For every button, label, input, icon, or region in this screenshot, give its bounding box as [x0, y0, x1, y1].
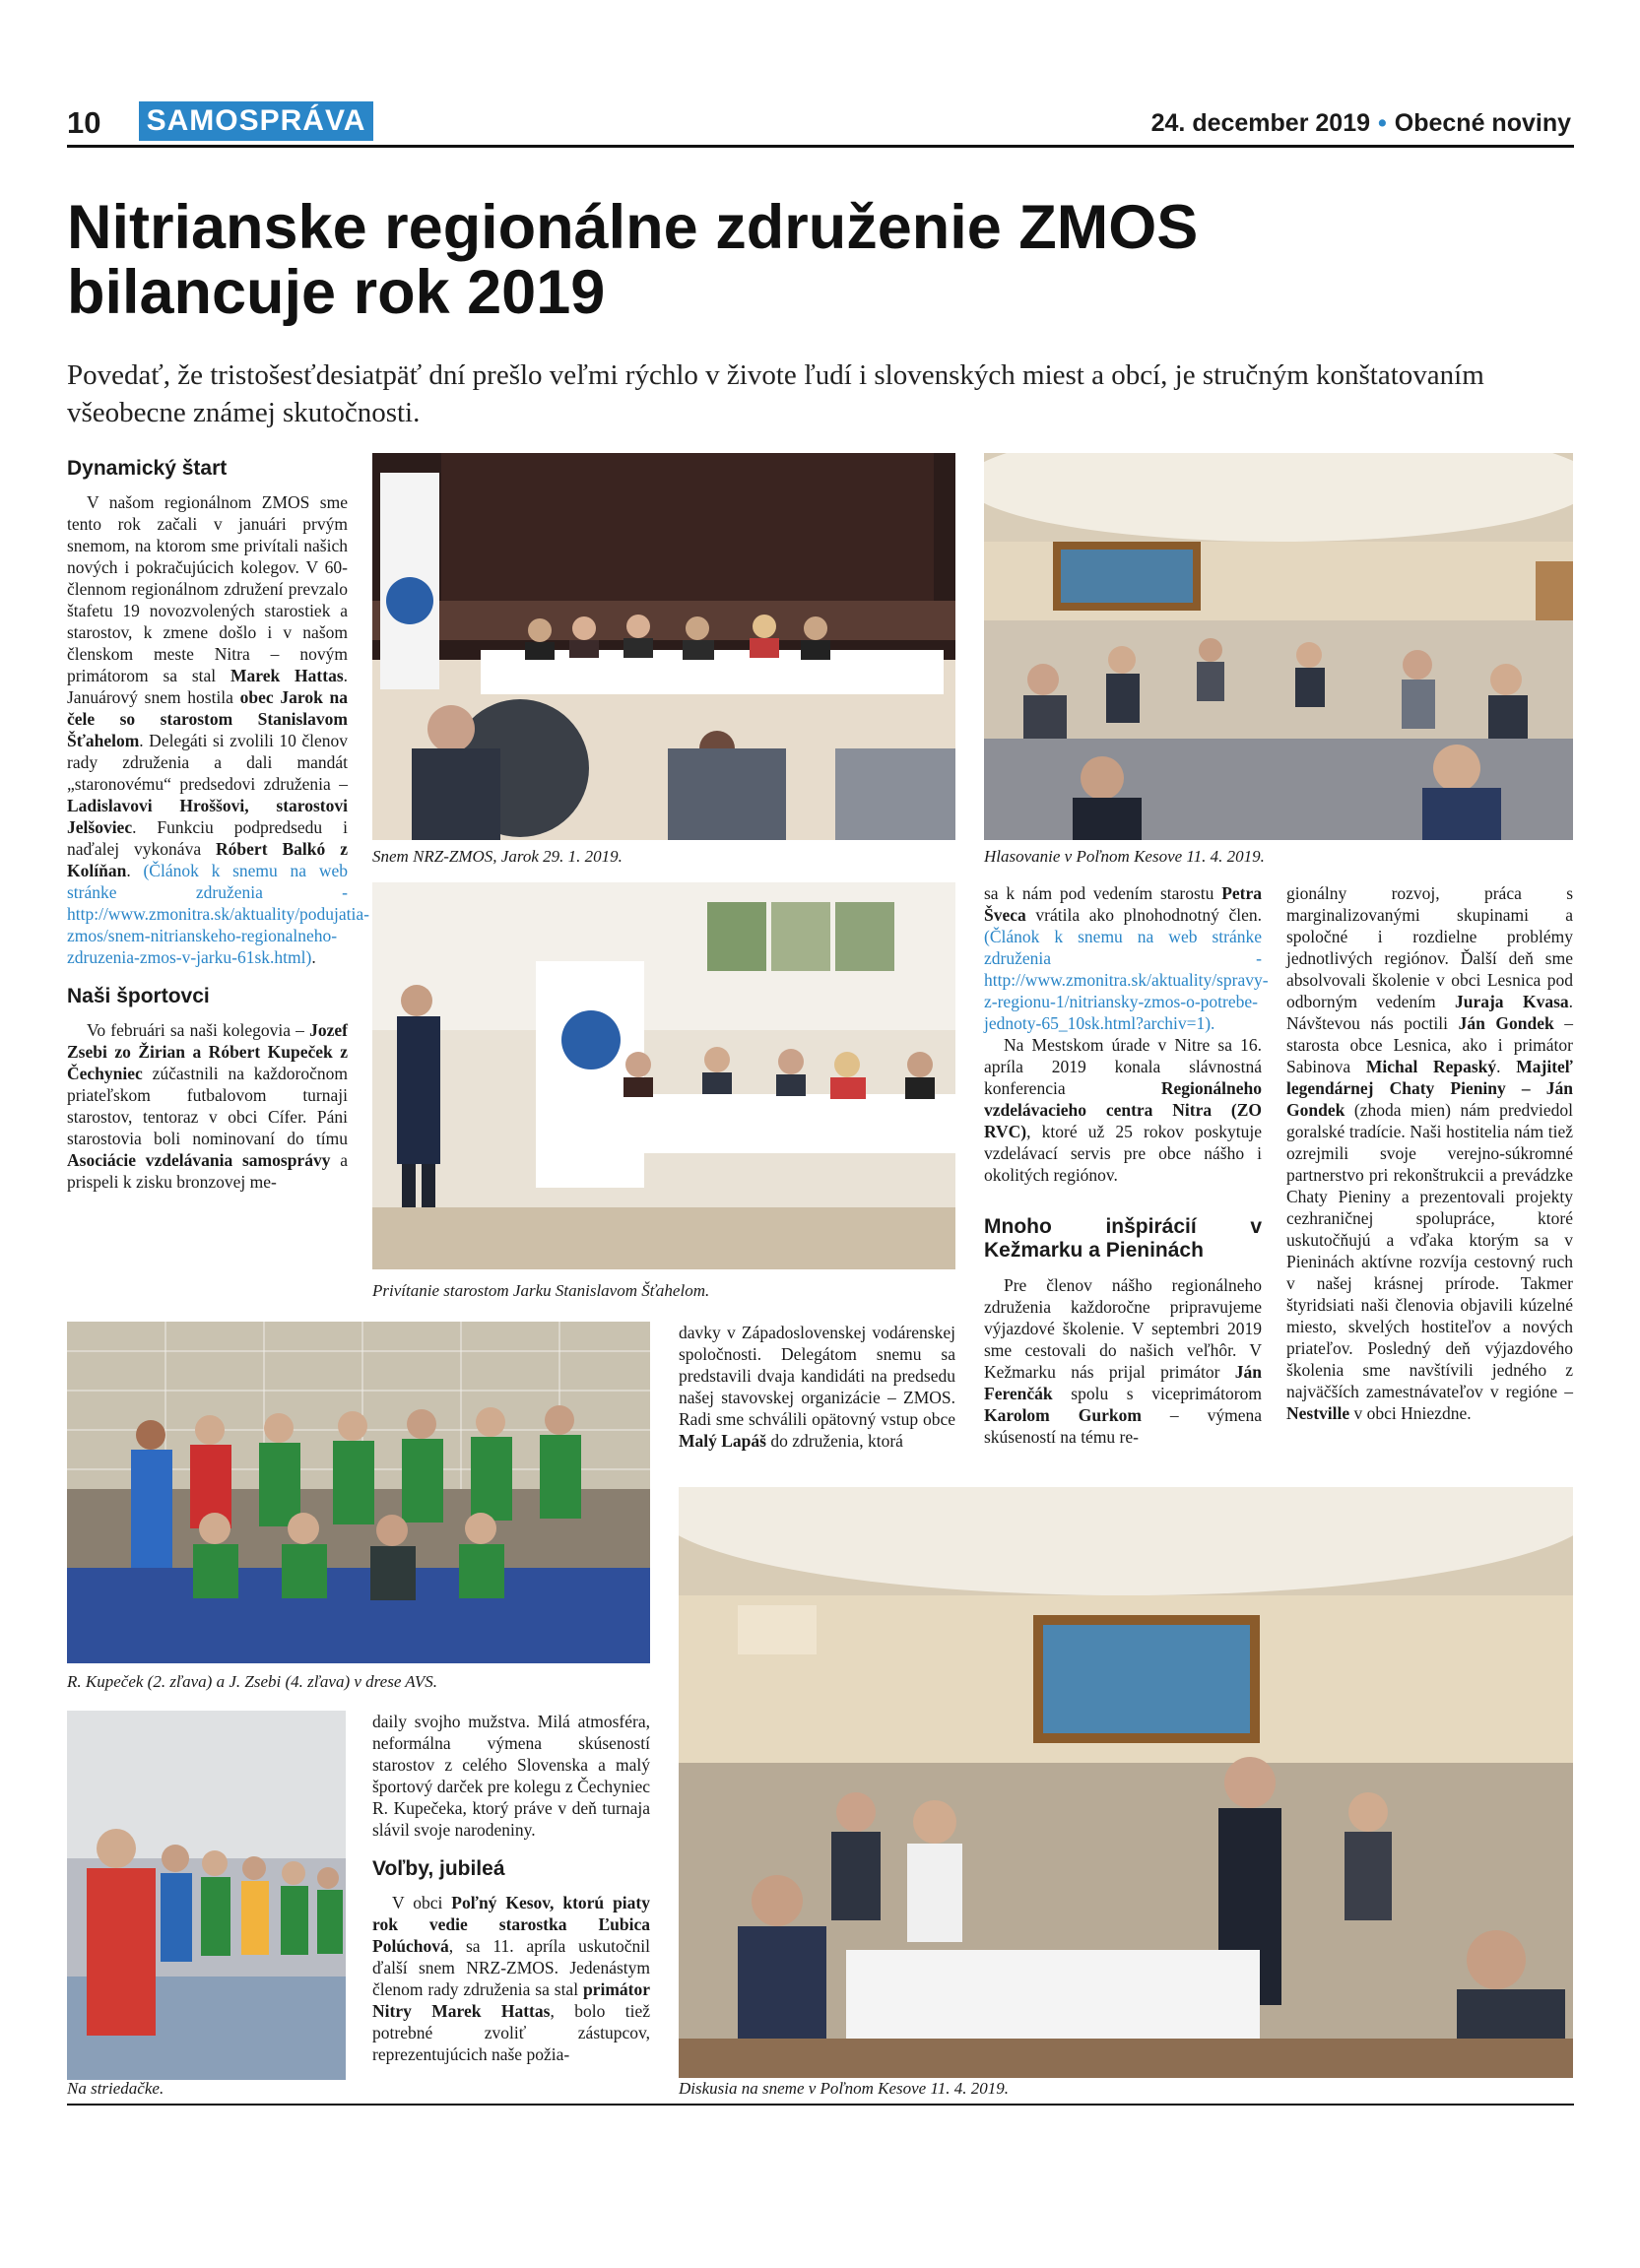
section-tag: SAMOSPRÁVA — [139, 101, 373, 141]
article-link[interactable]: (Článok k snemu na web stránke združenia - http://www.zmonitra.sk/aktuality/podujatia-zmos/snem-nitrianskeho-regionalneho-zdruzenia-zmos-v-jarku-61sk.html) — [67, 861, 370, 967]
paragraph: Na Mestskom úrade v Nitre sa 16. apríla 2019 konala slávnostná konferencia Regionálneho vzdelávacieho centra Nitra (ZO RVC), ktoré už 25 rokov poskytuje vzdelávací servis pre obce nášho i okolitých regiónov. — [984, 1035, 1262, 1185]
caption: Hlasovanie v Poľnom Kesove 11. 4. 2019. — [984, 847, 1265, 866]
issue-date: 24. december 2019 — [1150, 109, 1371, 137]
caption: R. Kupeček (2. zľava) a J. Zsebi (4. zľava) v drese AVS. — [67, 1672, 437, 1691]
subheading-dynamicky: Dynamický štart — [67, 457, 228, 480]
subheading-volby: Voľby, jubileá — [372, 1857, 505, 1880]
photo-privitanie — [372, 882, 955, 1269]
page-number: 10 — [67, 105, 101, 140]
headline-line-1: Nitrianske regionálne združenie ZMOS — [67, 193, 1199, 262]
paragraph: daily svojho mužstva. Milá atmosféra, neformálna výmena skúseností starostov z celého Slovenska a malý športový darček pre kolegu z Čechyniec R. Kupečeka, ktorý práve v deň turnaja slávil svoje narodeniny. — [372, 1712, 650, 1840]
header-rule — [67, 145, 1574, 148]
photo-snem-jarok — [372, 453, 955, 840]
photo-diskusia — [679, 1487, 1573, 2078]
article-link[interactable]: (Článok k snemu na web stránke združenia - http://www.zmonitra.sk/aktuality/spravy-z-regionu-1/nitriansky-zmos-o-potrebe-jednoty-65_10sk.html?archiv=1). — [984, 927, 1269, 1033]
paragraph: Pre členov nášho regionálneho združenia každoročne pripravujeme výjazdové školenie. V septembri 2019 sme cestovali do našich veľhôr. V Kežmarku nás prijal primátor Ján Ferenčák spolu s viceprimátorom Karolom Gurkom – výmena skúseností na tému re- — [984, 1275, 1262, 1447]
text-column-3 — [1286, 882, 1573, 1424]
caption: Privítanie starostom Jarku Stanislavom Šťahelom. — [372, 1281, 710, 1300]
paragraph: V obci Poľný Kesov, ktorú piaty rok vedie starostka Ľubica Polúchová, sa 11. apríla uskutočnil ďalší snem NRZ-ZMOS. Jedenástym členom rady združenia sa stal primátor Nitry Marek Hattas, bolo tiež potrebné zvoliť zástupcov, reprezentujúcich naše požia- — [372, 1893, 651, 2064]
headline-line-2: bilancuje rok 2019 — [67, 258, 606, 327]
footer-rule — [67, 2104, 1574, 2106]
subheading-sportovci: Naši športovci — [67, 985, 210, 1007]
caption: Na striedačke. — [67, 2079, 164, 2098]
issue-info — [1151, 109, 1571, 138]
paragraph: sa k nám pod vedením starostu Petra Šveca vrátila ako plnohodnotný člen. (Článok k snemu na web stránke združenia - http://www.zmonitra.sk/aktuality/spravy-z-regionu-1/nitriansky-zmos-o-potrebe-jednoty-65_10sk.html?archiv=1). — [984, 883, 1269, 1033]
article-lead: Povedať, že tristošesťdesiatpäť dní prešlo veľmi rýchlo v živote ľudí i slovenských miest a obcí, je stručným konštatovaním všeobecne známej skutočnosti. — [67, 359, 1484, 428]
publication-name: Obecné noviny — [1394, 109, 1571, 137]
subheading-inspiracii: Mnoho inšpirácií v Kežmarku a Pieninách — [984, 1215, 1262, 1262]
text-column-2 — [984, 882, 1269, 1448]
paragraph: V našom regionálnom ZMOS sme tento rok začali v januári prvým snemom, na ktorom sme privítali našich nových i pokračujúcich kolegov. V 60-člennom regionálnom združení prevzalo štafetu 19 novozvolených starostiek a starostov, k zmene došlo i v našom členskom meste Nitra – novým primátorom sa stal Marek Hattas. Januárový snem hostila obec Jarok na čele so starostom Stanislavom Šťahelom. Delegáti si zvolili 10 členov rady združenia a dali mandát „staronovému“ predsedovi združenia – Ladislavovi Hroššovi, starostovi Jelšoviec. Funkciu podpredsedu i naďalej vykonáva Róbert Balkó z Kolíňan. (Článok k snemu na web stránke združenia - http://www.zmonitra.sk/aktuality/podujatia-zmos/snem-nitrianskeho-regionalneho-zdruzenia-zmos-v-jarku-61sk.html). — [67, 492, 370, 967]
paragraph: gionálny rozvoj, práca s marginalizovanými skupinami a spoločné i rozdielne problémy jednotlivých regiónov. Ďalší deň sme absolvovali školenie v obci Lesnica pod odborným vedením Juraja Kvasa. Návštevou nás poctili Ján Gondek – starosta obce Lesnica, ako i primátor Sabinova Michal Repaský. Majiteľ legendárnej Chaty Pieniny – Ján Gondek (zhoda mien) nám predviedol goralské tradície. Naši hostitelia nám tiež ozrejmili svoje verejno-súkromné partnerstvo pri rekonštrukcii a prevádzke Chaty Pieniny a prezentovali projekty cezhraničnej spolupráce, ktoré uskutočňujú a vďaka ktorým sa v Pieninách aktívne rozvíja cestovný ruch v našej krásnej prírode. Takmer štyridsiati naši členovia objavili kúzelné miesto, skvelých hostiteľov a nových priateľov. Posledný deň výjazdového školenia sme navštívili jedného z najväčších zamestnávateľov v regióne – Nestville v obci Hniezdne. — [1286, 883, 1574, 1423]
caption: Snem NRZ-ZMOS, Jarok 29. 1. 2019. — [372, 847, 623, 866]
photo-hlasovanie — [984, 453, 1573, 840]
paragraph: Vo februári sa naši kolegovia – Jozef Zsebi zo Žirian a Róbert Kupeček z Čechyniec zúčastnili na každoročnom priateľskom futbalovom turnaji starostov, tentoraz v obci Cífer. Páni starostovia boli nominovaní do tímu Asociácie vzdelávania samosprávy a prispeli k zisku bronzovej me- — [67, 1020, 348, 1192]
text-column-5 — [372, 1711, 650, 2065]
paragraph: davky v Západoslovenskej vodárenskej spoločnosti. Delegátom snemu sa predstavili dvaja kandidáti na predsedu našej stavovskej organizácie – ZMOS. Radi sme schválili opätovný vstup obce Malý Lapáš do združenia, ktorá — [679, 1323, 955, 1451]
article-headline — [67, 195, 1574, 325]
text-column-4 — [679, 1322, 955, 1452]
photo-futbal — [67, 1322, 650, 1663]
photo-striedacka — [67, 1711, 346, 2080]
caption: Diskusia na sneme v Poľnom Kesove 11. 4. 2019. — [679, 2079, 1009, 2098]
separator-dot: • — [1378, 109, 1387, 137]
text-column-1 — [67, 448, 370, 1193]
